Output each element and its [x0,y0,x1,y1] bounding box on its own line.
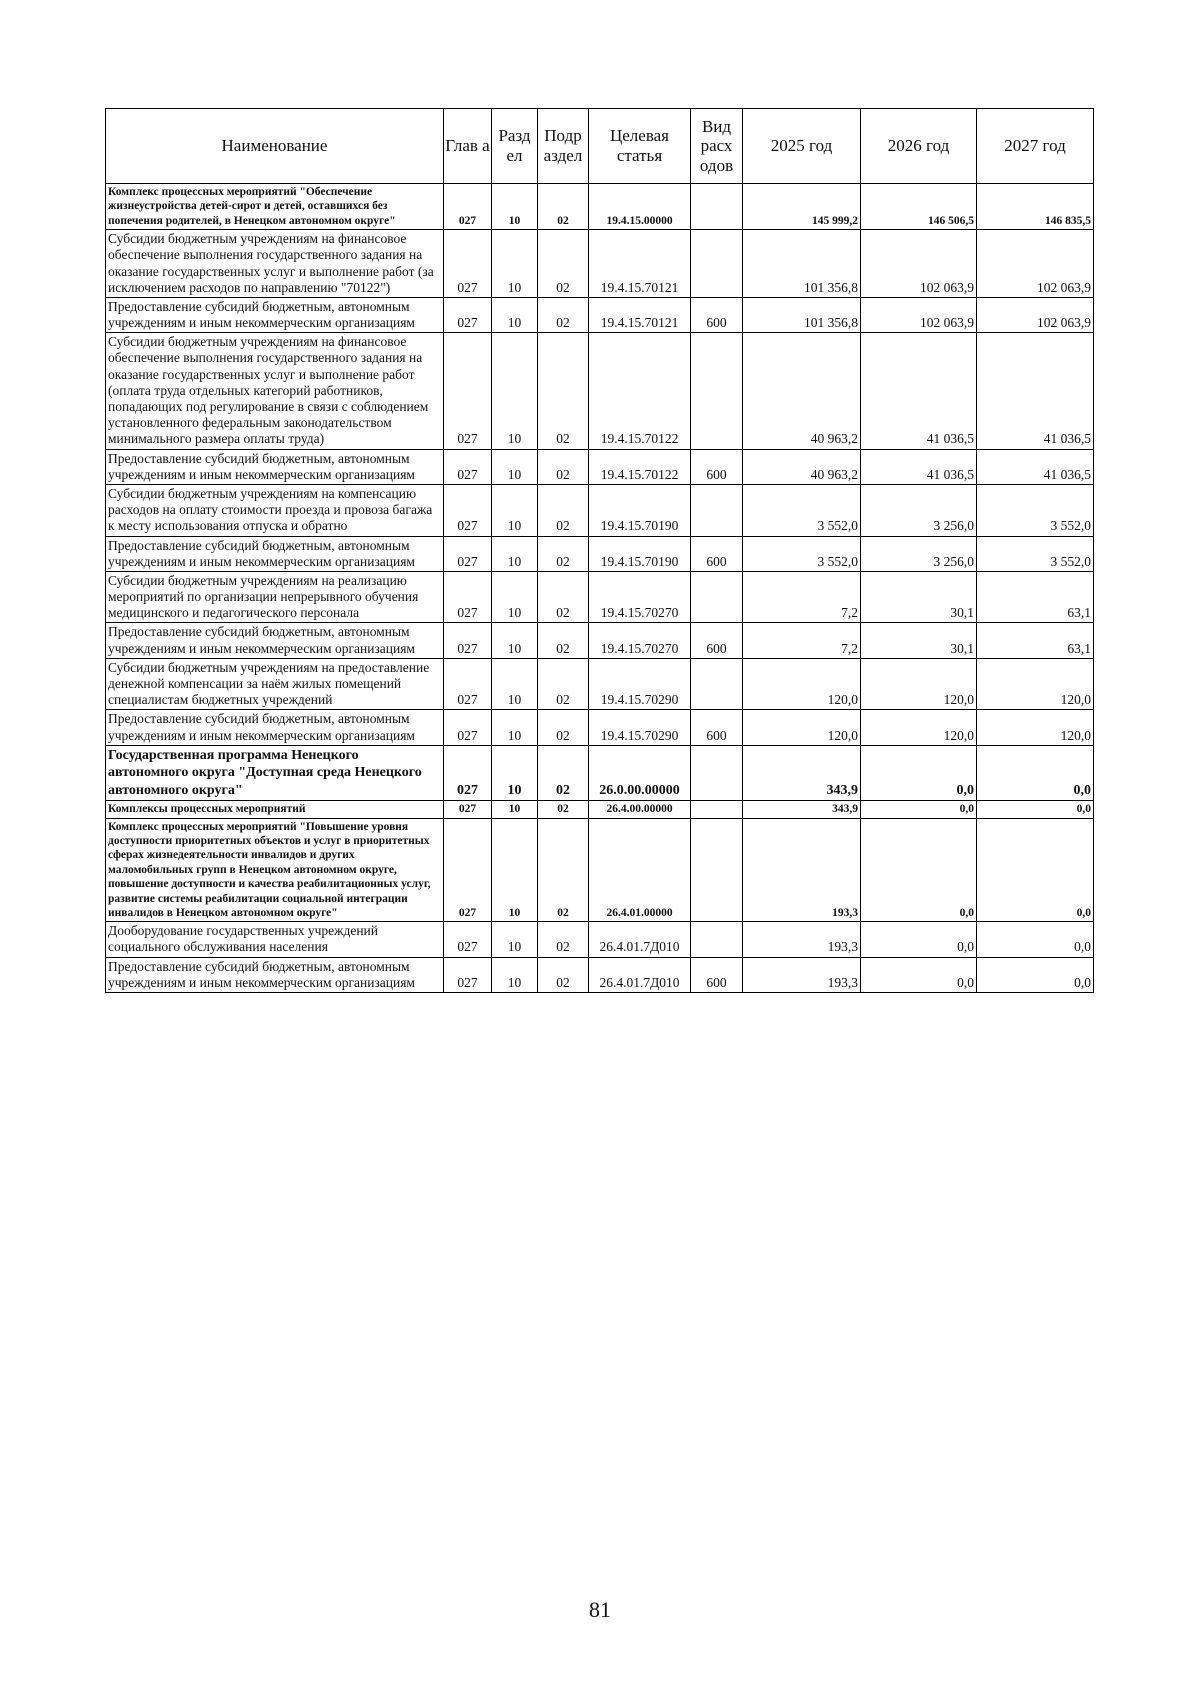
row-name-cell: Комплексы процессных мероприятий [106,801,444,818]
target-article-cell: 26.4.01.00000 [589,818,691,922]
table-row [106,658,1094,710]
amount-2026-cell: 120,0 [861,658,977,710]
podrazdel-cell: 02 [538,184,589,230]
amount-2025-cell: 40 963,2 [743,449,861,484]
amount-2026-cell: 3 256,0 [861,536,977,571]
razdel-cell: 10 [492,623,538,658]
amount-2027-cell: 63,1 [977,571,1094,623]
amount-2025-cell: 7,2 [743,623,861,658]
header-podrazdel: Подр аздел [538,109,589,184]
target-article-cell: 19.4.15.70190 [589,484,691,536]
row-name-cell: Субсидии бюджетным учреждениям на предоставление денежной компенсации за наём жилых помещений специалистам бюджетных учреждений [106,658,444,710]
razdel-cell: 10 [492,297,538,332]
row-name-cell: Предоставление субсидий бюджетным, автономным учреждениям и иным некоммерческим организациям [106,536,444,571]
target-article-cell: 26.4.01.7Д010 [589,957,691,992]
amount-2027-cell: 41 036,5 [977,449,1094,484]
glava-cell: 027 [444,623,492,658]
table-row [106,571,1094,623]
glava-cell: 027 [444,658,492,710]
target-article-cell: 19.4.15.00000 [589,184,691,230]
table-row [106,710,1094,745]
podrazdel-cell: 02 [538,957,589,992]
target-article-cell: 26.4.01.7Д010 [589,922,691,957]
table-row [106,484,1094,536]
target-article-cell: 26.0.00.00000 [589,745,691,801]
razdel-cell: 10 [492,449,538,484]
header-year-2027: 2027 год [977,109,1094,184]
amount-2026-cell: 0,0 [861,957,977,992]
row-name-cell: Дооборудование государственных учреждений социального обслуживания населения [106,922,444,957]
glava-cell: 027 [444,230,492,298]
target-article-cell: 19.4.15.70122 [589,333,691,449]
row-name-cell: Субсидии бюджетным учреждениям на реализацию мероприятий по организации непрерывного обучения медицинского и педагогического персонала [106,571,444,623]
razdel-cell: 10 [492,818,538,922]
amount-2025-cell: 120,0 [743,658,861,710]
target-article-cell: 19.4.15.70290 [589,658,691,710]
budget-table [105,108,1094,993]
amount-2025-cell: 101 356,8 [743,230,861,298]
amount-2025-cell: 343,9 [743,801,861,818]
amount-2026-cell: 120,0 [861,710,977,745]
target-article-cell: 19.4.15.70190 [589,536,691,571]
podrazdel-cell: 02 [538,922,589,957]
table-header-row [106,109,1094,184]
expense-type-cell: 600 [691,623,743,658]
glava-cell: 027 [444,818,492,922]
row-name-cell: Предоставление субсидий бюджетным, автономным учреждениям и иным некоммерческим организациям [106,623,444,658]
amount-2025-cell: 193,3 [743,818,861,922]
row-name-cell: Государственная программа Ненецкого автономного округа "Доступная среда Ненецкого автономного округа" [106,745,444,801]
table-row [106,297,1094,332]
glava-cell: 027 [444,536,492,571]
amount-2026-cell: 0,0 [861,745,977,801]
amount-2026-cell: 102 063,9 [861,297,977,332]
target-article-cell: 19.4.15.70121 [589,230,691,298]
amount-2025-cell: 145 999,2 [743,184,861,230]
amount-2027-cell: 102 063,9 [977,230,1094,298]
amount-2025-cell: 193,3 [743,957,861,992]
expense-type-cell [691,658,743,710]
target-article-cell: 19.4.15.70290 [589,710,691,745]
amount-2027-cell: 102 063,9 [977,297,1094,332]
header-razdel: Разд ел [492,109,538,184]
table-body [106,184,1094,993]
amount-2026-cell: 102 063,9 [861,230,977,298]
table-row [106,922,1094,957]
podrazdel-cell: 02 [538,745,589,801]
podrazdel-cell: 02 [538,230,589,298]
amount-2027-cell: 0,0 [977,957,1094,992]
expense-type-cell [691,745,743,801]
razdel-cell: 10 [492,333,538,449]
expense-type-cell: 600 [691,449,743,484]
glava-cell: 027 [444,745,492,801]
podrazdel-cell: 02 [538,710,589,745]
amount-2026-cell: 41 036,5 [861,449,977,484]
row-name-cell: Предоставление субсидий бюджетным, автономным учреждениям и иным некоммерческим организациям [106,449,444,484]
razdel-cell: 10 [492,801,538,818]
table-row [106,230,1094,298]
row-name-cell: Предоставление субсидий бюджетным, автономным учреждениям и иным некоммерческим организациям [106,710,444,745]
glava-cell: 027 [444,710,492,745]
podrazdel-cell: 02 [538,297,589,332]
header-target-article: Целевая статья [589,109,691,184]
glava-cell: 027 [444,957,492,992]
expense-type-cell [691,333,743,449]
amount-2025-cell: 193,3 [743,922,861,957]
amount-2026-cell: 0,0 [861,922,977,957]
expense-type-cell [691,818,743,922]
row-name-cell: Предоставление субсидий бюджетным, автономным учреждениям и иным некоммерческим организациям [106,297,444,332]
expense-type-cell [691,230,743,298]
expense-type-cell: 600 [691,536,743,571]
amount-2027-cell: 120,0 [977,658,1094,710]
amount-2026-cell: 146 506,5 [861,184,977,230]
amount-2027-cell: 0,0 [977,922,1094,957]
amount-2027-cell: 120,0 [977,710,1094,745]
amount-2025-cell: 120,0 [743,710,861,745]
table-row [106,184,1094,230]
header-year-2025: 2025 год [743,109,861,184]
amount-2026-cell: 41 036,5 [861,333,977,449]
target-article-cell: 19.4.15.70122 [589,449,691,484]
razdel-cell: 10 [492,957,538,992]
amount-2027-cell: 3 552,0 [977,484,1094,536]
expense-type-cell [691,801,743,818]
razdel-cell: 10 [492,571,538,623]
amount-2026-cell: 3 256,0 [861,484,977,536]
row-name-cell: Субсидии бюджетным учреждениям на финансовое обеспечение выполнения государственного задания на оказание государственных услуг и выполнение работ (за исключением расходов по направлению "70122") [106,230,444,298]
razdel-cell: 10 [492,922,538,957]
row-name-cell: Комплекс процессных мероприятий "Повышение уровня доступности приоритетных объектов и услуг в приоритетных сферах жизнедеятельности инвалидов и других маломобильных групп в Ненецком автономном округе, повышение доступности и качества реабилитационных услуг, развитие системы реабилитации социальной интеграции инвалидов в Ненецком автономном округе" [106,818,444,922]
header-name: Наименование [106,109,444,184]
razdel-cell: 10 [492,710,538,745]
amount-2026-cell: 0,0 [861,818,977,922]
glava-cell: 027 [444,184,492,230]
target-article-cell: 19.4.15.70270 [589,571,691,623]
table-row [106,449,1094,484]
razdel-cell: 10 [492,184,538,230]
amount-2027-cell: 41 036,5 [977,333,1094,449]
amount-2025-cell: 101 356,8 [743,297,861,332]
amount-2027-cell: 0,0 [977,745,1094,801]
expense-type-cell: 600 [691,957,743,992]
table-row [106,818,1094,922]
table-row [106,333,1094,449]
podrazdel-cell: 02 [538,623,589,658]
glava-cell: 027 [444,449,492,484]
glava-cell: 027 [444,571,492,623]
header-glava: Глав а [444,109,492,184]
expense-type-cell [691,184,743,230]
page-number: 81 [589,1597,611,1622]
glava-cell: 027 [444,333,492,449]
expense-type-cell: 600 [691,297,743,332]
target-article-cell: 19.4.15.70121 [589,297,691,332]
razdel-cell: 10 [492,658,538,710]
podrazdel-cell: 02 [538,658,589,710]
amount-2026-cell: 0,0 [861,801,977,818]
amount-2025-cell: 343,9 [743,745,861,801]
target-article-cell: 26.4.00.00000 [589,801,691,818]
glava-cell: 027 [444,297,492,332]
amount-2027-cell: 0,0 [977,801,1094,818]
amount-2027-cell: 0,0 [977,818,1094,922]
amount-2027-cell: 3 552,0 [977,536,1094,571]
table-row [106,536,1094,571]
amount-2025-cell: 7,2 [743,571,861,623]
amount-2026-cell: 30,1 [861,623,977,658]
amount-2027-cell: 146 835,5 [977,184,1094,230]
podrazdel-cell: 02 [538,571,589,623]
podrazdel-cell: 02 [538,449,589,484]
amount-2027-cell: 63,1 [977,623,1094,658]
table-row [106,623,1094,658]
target-article-cell: 19.4.15.70270 [589,623,691,658]
amount-2026-cell: 30,1 [861,571,977,623]
expense-type-cell [691,571,743,623]
table-row [106,801,1094,818]
razdel-cell: 10 [492,536,538,571]
amount-2025-cell: 40 963,2 [743,333,861,449]
podrazdel-cell: 02 [538,333,589,449]
podrazdel-cell: 02 [538,536,589,571]
header-expense-type: Вид расх одов [691,109,743,184]
row-name-cell: Субсидии бюджетным учреждениям на компенсацию расходов на оплату стоимости проезда и провоза багажа к месту использования отпуска и обратно [106,484,444,536]
row-name-cell: Предоставление субсидий бюджетным, автономным учреждениям и иным некоммерческим организациям [106,957,444,992]
table-row [106,745,1094,801]
podrazdel-cell: 02 [538,818,589,922]
glava-cell: 027 [444,484,492,536]
glava-cell: 027 [444,922,492,957]
podrazdel-cell: 02 [538,484,589,536]
podrazdel-cell: 02 [538,801,589,818]
table-row [106,957,1094,992]
razdel-cell: 10 [492,230,538,298]
razdel-cell: 10 [492,484,538,536]
amount-2025-cell: 3 552,0 [743,484,861,536]
row-name-cell: Субсидии бюджетным учреждениям на финансовое обеспечение выполнения государственного задания на оказание государственных услуг и выполнение работ (оплата труда отдельных категорий работников, попадающих под регулирование в связи с соблюдением установленного федеральным законодательством минимального размера оплаты труда) [106,333,444,449]
row-name-cell: Комплекс процессных мероприятий "Обеспечение жизнеустройства детей-сирот и детей, оставшихся без попечения родителей, в Ненецком автономном округе" [106,184,444,230]
expense-type-cell: 600 [691,710,743,745]
expense-type-cell [691,922,743,957]
expense-type-cell [691,484,743,536]
header-year-2026: 2026 год [861,109,977,184]
glava-cell: 027 [444,801,492,818]
amount-2025-cell: 3 552,0 [743,536,861,571]
razdel-cell: 10 [492,745,538,801]
